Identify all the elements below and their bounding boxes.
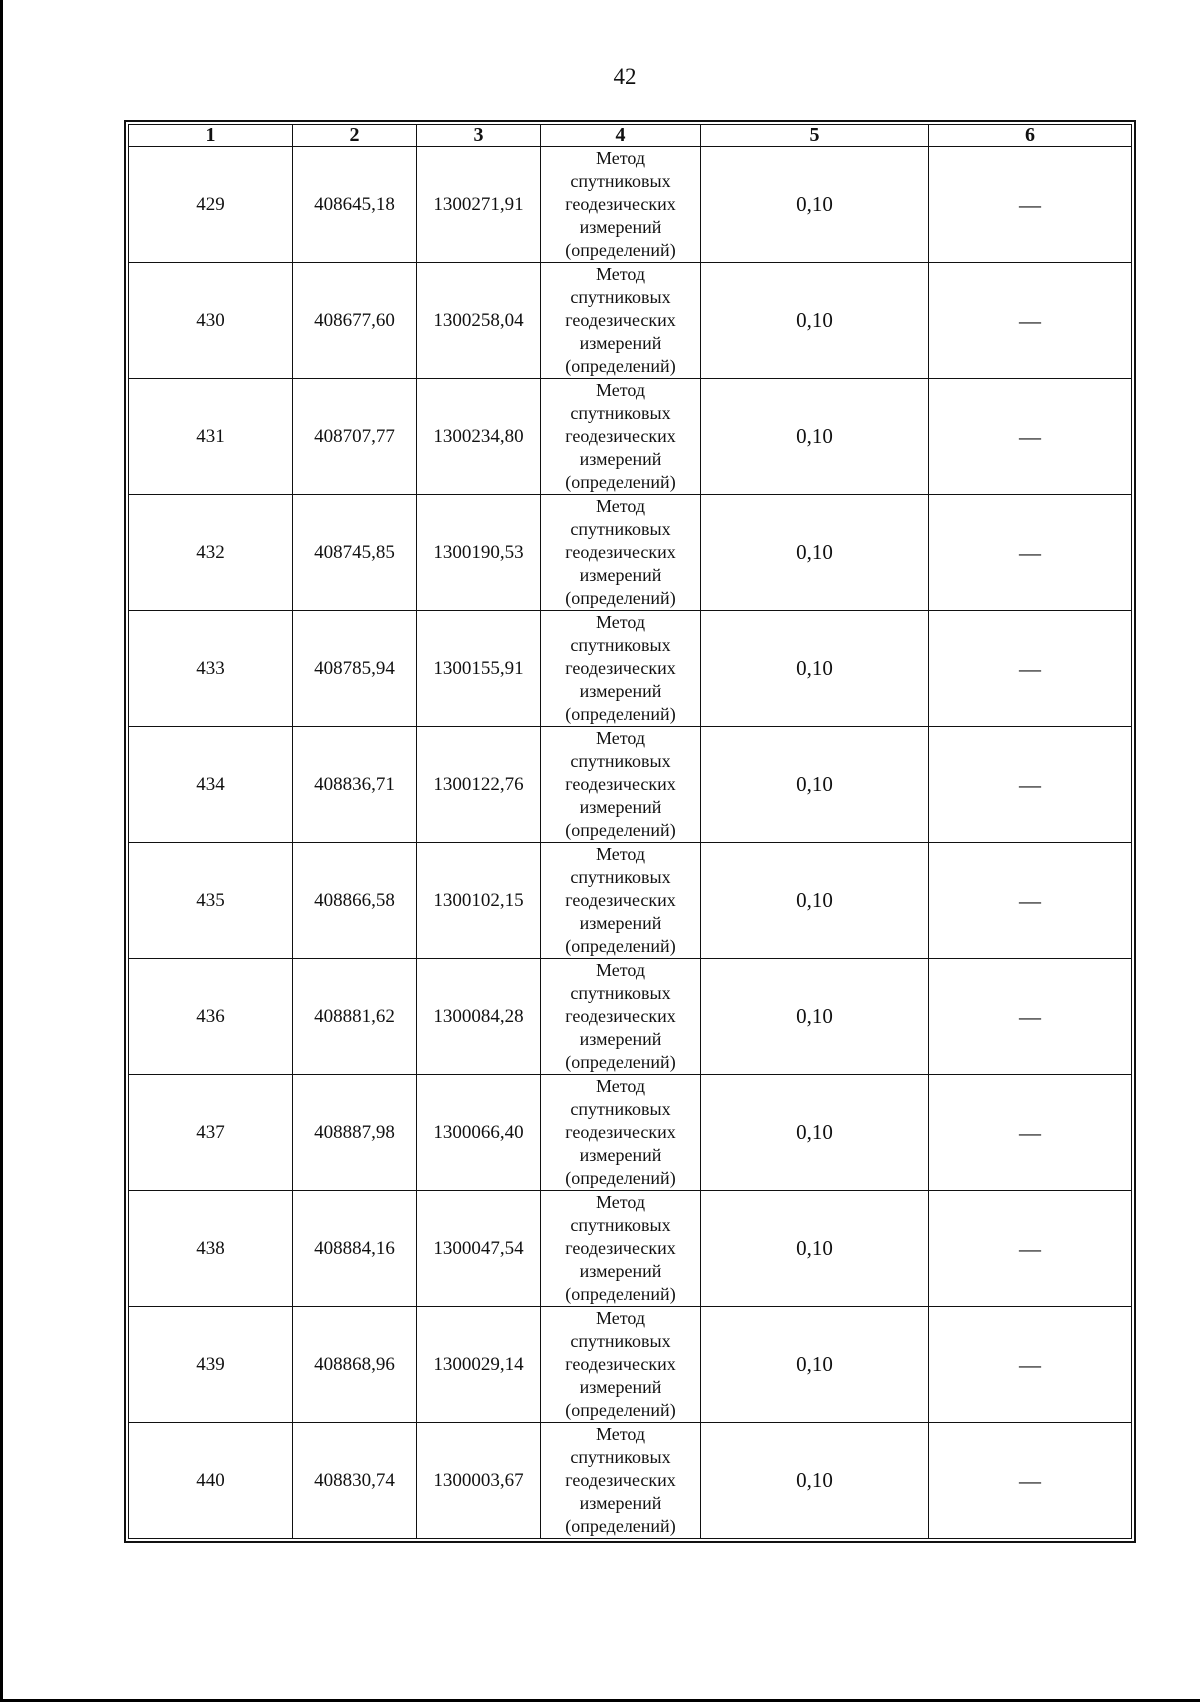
header-col-2: 2 [293, 125, 417, 147]
point-number-cell: 440 [129, 1423, 293, 1539]
y-coordinate-cell: 1300234,80 [417, 379, 541, 495]
point-number-cell: 436 [129, 959, 293, 1075]
y-coordinate-cell: 1300084,28 [417, 959, 541, 1075]
note-cell: — [929, 495, 1132, 611]
method-cell: Метод спутниковых геодезических измерений (определений) [541, 959, 701, 1075]
header-col-1: 1 [129, 125, 293, 147]
point-number-cell: 437 [129, 1075, 293, 1191]
table-row [129, 147, 1132, 263]
header-col-6: 6 [929, 125, 1132, 147]
note-cell: — [929, 263, 1132, 379]
table-row [129, 1191, 1132, 1307]
y-coordinate-cell: 1300155,91 [417, 611, 541, 727]
table-body [129, 147, 1132, 1539]
x-coordinate-cell: 408836,71 [293, 727, 417, 843]
method-cell: Метод спутниковых геодезических измерений (определений) [541, 1191, 701, 1307]
accuracy-cell: 0,10 [701, 727, 929, 843]
y-coordinate-cell: 1300066,40 [417, 1075, 541, 1191]
scan-edge-left [0, 0, 3, 1702]
table-row [129, 959, 1132, 1075]
y-coordinate-cell: 1300122,76 [417, 727, 541, 843]
note-cell: — [929, 147, 1132, 263]
note-cell: — [929, 959, 1132, 1075]
method-cell: Метод спутниковых геодезических измерений (определений) [541, 147, 701, 263]
y-coordinate-cell: 1300003,67 [417, 1423, 541, 1539]
x-coordinate-cell: 408884,16 [293, 1191, 417, 1307]
table-row [129, 611, 1132, 727]
point-number-cell: 433 [129, 611, 293, 727]
note-cell: — [929, 843, 1132, 959]
note-cell: — [929, 1191, 1132, 1307]
note-cell: — [929, 379, 1132, 495]
point-number-cell: 431 [129, 379, 293, 495]
y-coordinate-cell: 1300029,14 [417, 1307, 541, 1423]
point-number-cell: 432 [129, 495, 293, 611]
y-coordinate-cell: 1300271,91 [417, 147, 541, 263]
note-cell: — [929, 1307, 1132, 1423]
table-row [129, 1307, 1132, 1423]
accuracy-cell: 0,10 [701, 611, 929, 727]
accuracy-cell: 0,10 [701, 843, 929, 959]
table-frame [124, 120, 1136, 1543]
note-cell: — [929, 1075, 1132, 1191]
method-cell: Метод спутниковых геодезических измерений (определений) [541, 1307, 701, 1423]
method-cell: Метод спутниковых геодезических измерений (определений) [541, 1075, 701, 1191]
x-coordinate-cell: 408830,74 [293, 1423, 417, 1539]
accuracy-cell: 0,10 [701, 1191, 929, 1307]
y-coordinate-cell: 1300258,04 [417, 263, 541, 379]
x-coordinate-cell: 408785,94 [293, 611, 417, 727]
x-coordinate-cell: 408866,58 [293, 843, 417, 959]
table-row [129, 1423, 1132, 1539]
point-number-cell: 434 [129, 727, 293, 843]
accuracy-cell: 0,10 [701, 959, 929, 1075]
accuracy-cell: 0,10 [701, 379, 929, 495]
method-cell: Метод спутниковых геодезических измерений (определений) [541, 727, 701, 843]
note-cell: — [929, 611, 1132, 727]
note-cell: — [929, 1423, 1132, 1539]
table-row [129, 1075, 1132, 1191]
x-coordinate-cell: 408707,77 [293, 379, 417, 495]
table-row [129, 495, 1132, 611]
note-cell: — [929, 727, 1132, 843]
accuracy-cell: 0,10 [701, 1423, 929, 1539]
x-coordinate-cell: 408881,62 [293, 959, 417, 1075]
x-coordinate-cell: 408645,18 [293, 147, 417, 263]
method-cell: Метод спутниковых геодезических измерений (определений) [541, 263, 701, 379]
x-coordinate-cell: 408868,96 [293, 1307, 417, 1423]
table-row [129, 727, 1132, 843]
header-col-4: 4 [541, 125, 701, 147]
point-number-cell: 439 [129, 1307, 293, 1423]
y-coordinate-cell: 1300102,15 [417, 843, 541, 959]
method-cell: Метод спутниковых геодезических измерений (определений) [541, 611, 701, 727]
y-coordinate-cell: 1300047,54 [417, 1191, 541, 1307]
header-col-3: 3 [417, 125, 541, 147]
point-number-cell: 429 [129, 147, 293, 263]
x-coordinate-cell: 408887,98 [293, 1075, 417, 1191]
table-row [129, 843, 1132, 959]
method-cell: Метод спутниковых геодезических измерений (определений) [541, 843, 701, 959]
header-col-5: 5 [701, 125, 929, 147]
coordinates-table [128, 124, 1132, 1539]
method-cell: Метод спутниковых геодезических измерений (определений) [541, 1423, 701, 1539]
accuracy-cell: 0,10 [701, 147, 929, 263]
point-number-cell: 435 [129, 843, 293, 959]
table-row [129, 263, 1132, 379]
x-coordinate-cell: 408745,85 [293, 495, 417, 611]
accuracy-cell: 0,10 [701, 1075, 929, 1191]
header-row [129, 125, 1132, 147]
accuracy-cell: 0,10 [701, 495, 929, 611]
y-coordinate-cell: 1300190,53 [417, 495, 541, 611]
x-coordinate-cell: 408677,60 [293, 263, 417, 379]
point-number-cell: 438 [129, 1191, 293, 1307]
accuracy-cell: 0,10 [701, 1307, 929, 1423]
page-number: 42 [613, 64, 637, 89]
method-cell: Метод спутниковых геодезических измерений (определений) [541, 379, 701, 495]
method-cell: Метод спутниковых геодезических измерений (определений) [541, 495, 701, 611]
point-number-cell: 430 [129, 263, 293, 379]
accuracy-cell: 0,10 [701, 263, 929, 379]
table-row [129, 379, 1132, 495]
